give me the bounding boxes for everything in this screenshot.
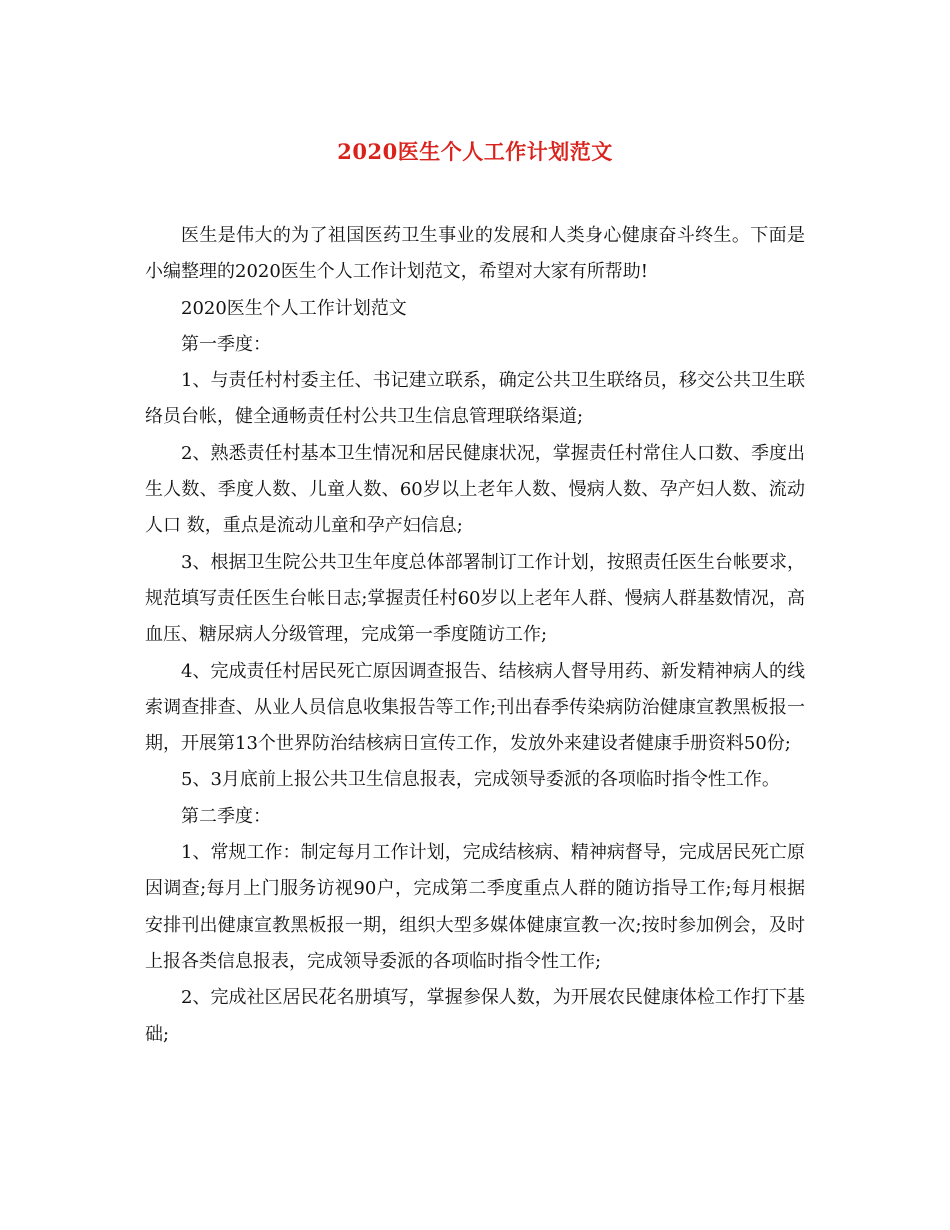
paragraph-q1-item-1: 1、与责任村村委主任、书记建立联系，确定公共卫生联络员，移交公共卫生联络员台帐，健全通畅责任村公共卫生信息管理联络渠道; xyxy=(145,370,805,428)
document-body xyxy=(145,218,805,1053)
section-heading-q1: 第一季度： xyxy=(181,333,271,355)
paragraph-q1-item-4: 4、完成责任村居民死亡原因调查报告、结核病人督导用药、新发精神病人的线索调查排查、从业人员信息收集报告等工作;刊出春季传染病防治健康宣教黑板报一期，开展第13个世界防治结核病日宣传工作，发放外来建设者健康手册资料50份; xyxy=(145,660,805,755)
document-title: 2020医生个人工作计划范文 xyxy=(337,139,613,164)
paragraph-q1-item-3: 3、根据卫生院公共卫生年度总体部署制订工作计划，按照责任医生台帐要求，规范填写责任医生台帐日志;掌握责任村60岁以上老年人群、慢病人群基数情况，高血压、糖尿病人分级管理，完成第一季度随访工作; xyxy=(145,551,805,646)
paragraph-q2-item-1: 1、常规工作：制定每月工作计划，完成结核病、精神病督导，完成居民死亡原因调查;每月上门服务访视90户，完成第二季度重点人群的随访指导工作;每月根据安排刊出健康宣教黑板报一期，组织大型多媒体健康宣教一次;按时参加例会，及时上报各类信息报表，完成领导委派的各项临时指令性工作; xyxy=(145,842,805,972)
paragraph-q2-item-2: 2、完成社区居民花名册填写，掌握参保人数，为开展农民健康体检工作打下基础; xyxy=(145,987,805,1045)
paragraph-q1-item-2: 2、熟悉责任村基本卫生情况和居民健康状况，掌握责任村常住人口数、季度出生人数、季度人数、儿童人数、60岁以上老年人数、慢病人数、孕产妇人数、流动人口 数，重点是流动儿童和孕产妇信息; xyxy=(145,442,805,537)
section-heading-q2: 第二季度： xyxy=(181,805,271,827)
paragraph-subtitle: 2020医生个人工作计划范文 xyxy=(181,297,407,319)
paragraph-intro: 医生是伟大的为了祖国医药卫生事业的发展和人类身心健康奋斗终生。下面是小编整理的2020医生个人工作计划范文，希望对大家有所帮助! xyxy=(145,225,805,283)
paragraph-q1-item-5: 5、3月底前上报公共卫生信息报表，完成领导委派的各项临时指令性工作。 xyxy=(181,769,780,791)
